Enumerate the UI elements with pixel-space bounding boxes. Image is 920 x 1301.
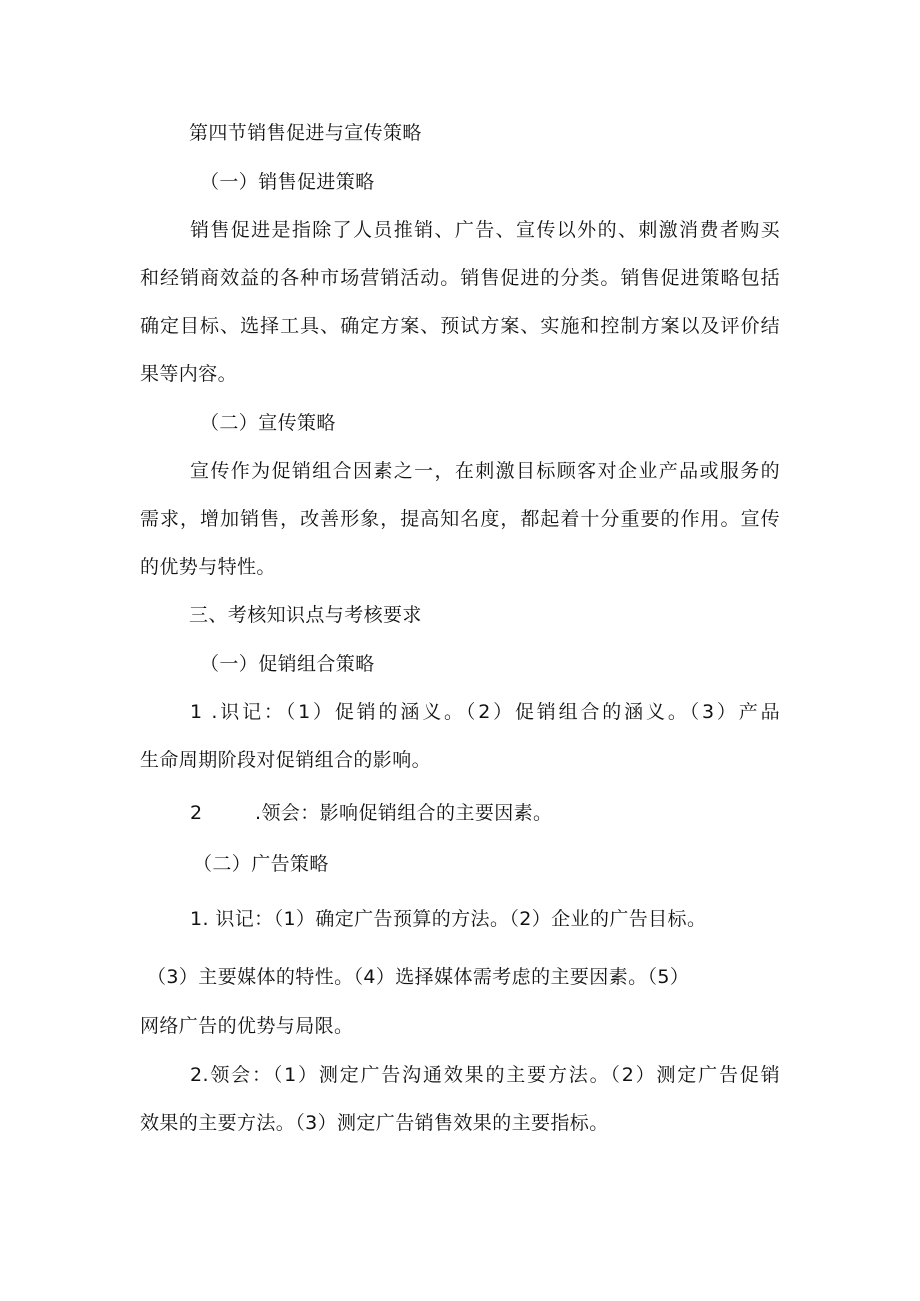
list-item-line: .领会：影响促销组合的主要因素。 [255,802,553,824]
subheading-sales-promotion: （一）销售促进策略 [200,171,375,193]
paragraph-line: 确定目标、选择工具、确定方案、预试方案、实施和控制方案以及评价结 [140,315,780,337]
paragraph-line: 需求，增加销售，改善形象，提高知名度，都起着十分重要的作用。宣传 [140,508,780,530]
list-item-line: 网络广告的优势与局限。 [140,1015,354,1037]
list-item-line: 生命周期阶段对促销组合的影响。 [140,749,432,771]
section-title: 第四节销售促进与宣传策略 [189,122,422,144]
subheading-advertising: （二）广告策略 [193,853,329,875]
part-heading: 三、考核知识点与考核要求 [189,604,422,626]
paragraph-line: 和经销商效益的各种市场营销活动。销售促进的分类。销售促进策略包括 [140,267,780,289]
paragraph-line: 果等内容。 [140,363,238,385]
paragraph-line: 销售促进是指除了人员推销、广告、宣传以外的、刺激消费者购买 [190,219,780,241]
list-item-number: 2 [190,802,203,824]
paragraph-line: 的优势与特性。 [140,556,276,578]
list-item-line: 1 .识记：（1）促销的涵义。（2）促销组合的涵义。（3）产品 [190,701,780,723]
subheading-publicity: （二）宣传策略 [200,412,336,434]
list-item-line: 效果的主要方法。（3）测定广告销售效果的主要指标。 [140,1112,609,1134]
subheading-promotion-mix: （一）促销组合策略 [200,653,375,675]
list-item-line: 1. 识记：（1）确定广告预算的方法。（2）企业的广告目标。 [190,908,707,930]
list-item-line: 2.领会：（1）测定广告沟通效果的主要方法。（2）测定广告促销 [190,1064,780,1086]
paragraph-line: 宣传作为促销组合因素之一，在刺激目标顾客对企业产品或服务的 [190,460,780,482]
list-item-line: （3）主要媒体的特性。（4）选择媒体需考虑的主要因素。（5） [147,966,690,988]
